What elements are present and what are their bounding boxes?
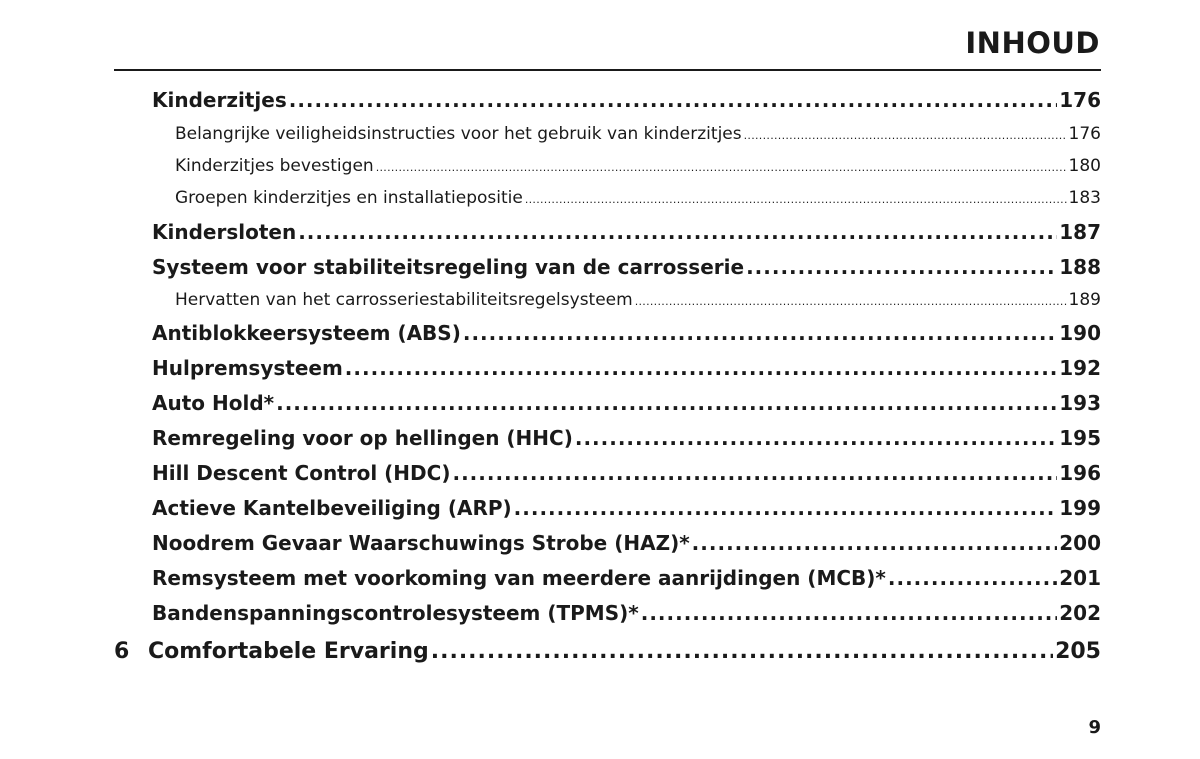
dot-leader [431,639,1053,664]
toc-entry-label: Remsysteem met voorkoming van meerdere aanrijdingen (MCB)* [152,566,886,590]
toc-entry-page: 193 [1059,391,1101,415]
toc-entry-label: Hulpremsysteem [152,356,343,380]
dot-leader [692,531,1058,555]
page-title: INHOUD [965,26,1100,60]
dot-leader [452,461,1057,485]
toc-chapter-comfortabele-ervaring[interactable] [114,639,1101,664]
dot-leader [298,220,1057,244]
toc-entry-label: Remregeling voor op hellingen (HHC) [152,426,573,450]
toc-entry-page: 202 [1059,601,1101,625]
chapter-label: Comfortabele Ervaring [148,639,429,664]
dot-leader [376,161,1067,174]
toc-entry-label: Actieve Kantelbeveiliging (ARP) [152,496,512,520]
toc-entry-label: Systeem voor stabiliteitsregeling van de carrosserie [152,255,745,279]
toc-entry-page: 188 [1059,255,1101,279]
chapter-number: 6 [114,639,130,664]
toc-entry-kinderzitjes[interactable] [152,88,1101,112]
toc-entry-kindersloten[interactable] [152,220,1101,244]
toc-subentry-page: 189 [1068,290,1101,310]
toc-entry-label: Antiblokkeersysteem (ABS) [152,321,461,345]
toc-entry-page: 192 [1059,356,1101,380]
toc-entry-label: Kinderzitjes [152,88,287,112]
dot-leader [525,193,1067,206]
toc-entry-abs[interactable] [152,321,1101,345]
toc-entry-page: 176 [1059,88,1101,112]
page-number: 9 [1088,717,1101,738]
toc-entry-mcb[interactable] [152,566,1101,590]
dot-leader [746,255,1057,279]
toc-entry-haz[interactable] [152,531,1101,555]
toc-entry-hulpremsysteem[interactable] [152,356,1101,380]
toc-subentry-label: Groepen kinderzitjes en installatiepositie [175,188,523,208]
toc-entry-page: 201 [1059,566,1101,590]
toc-subentry-veiligheidsinstructies[interactable] [175,124,1101,144]
toc-subentry-label: Belangrijke veiligheidsinstructies voor het gebruik van kinderzitjes [175,124,742,144]
toc-entry-stabiliteitsregeling[interactable] [152,255,1101,279]
toc-subentry-bevestigen[interactable] [175,156,1101,176]
dot-leader [463,321,1057,345]
toc-subentry-page: 180 [1068,156,1101,176]
dot-leader [514,496,1058,520]
toc-entry-arp[interactable] [152,496,1101,520]
dot-leader [641,601,1058,625]
toc-subentry-label: Kinderzitjes bevestigen [175,156,374,176]
toc-entry-tpms[interactable] [152,601,1101,625]
toc-entry-hhc[interactable] [152,426,1101,450]
toc-entry-page: 200 [1059,531,1101,555]
toc-subentry-page: 176 [1068,124,1101,144]
toc-entry-label: Hill Descent Control (HDC) [152,461,451,485]
toc-subentry-hervatten[interactable] [175,290,1101,310]
toc-entry-page: 196 [1059,461,1101,485]
toc-entry-page: 190 [1059,321,1101,345]
toc-entry-label: Kindersloten [152,220,297,244]
dot-leader [345,356,1057,380]
dot-leader [575,426,1057,450]
dot-leader [888,566,1057,590]
toc-entry-page: 199 [1059,496,1101,520]
dot-leader [276,391,1057,415]
chapter-page: 205 [1055,639,1101,664]
dot-leader [635,295,1067,308]
dot-leader [744,129,1067,142]
toc-entry-label: Bandenspanningscontrolesysteem (TPMS)* [152,601,639,625]
toc-entry-auto-hold[interactable] [152,391,1101,415]
dot-leader [289,88,1058,112]
toc-subentry-groepen[interactable] [175,188,1101,208]
toc-subentry-page: 183 [1068,188,1101,208]
toc-entry-page: 187 [1059,220,1101,244]
toc-entry-hdc[interactable] [152,461,1101,485]
toc-entry-label: Noodrem Gevaar Waarschuwings Strobe (HAZ)* [152,531,690,555]
toc-subentry-label: Hervatten van het carrosseriestabiliteitsregelsysteem [175,290,633,310]
toc-entry-label: Auto Hold* [152,391,275,415]
toc-entry-page: 195 [1059,426,1101,450]
